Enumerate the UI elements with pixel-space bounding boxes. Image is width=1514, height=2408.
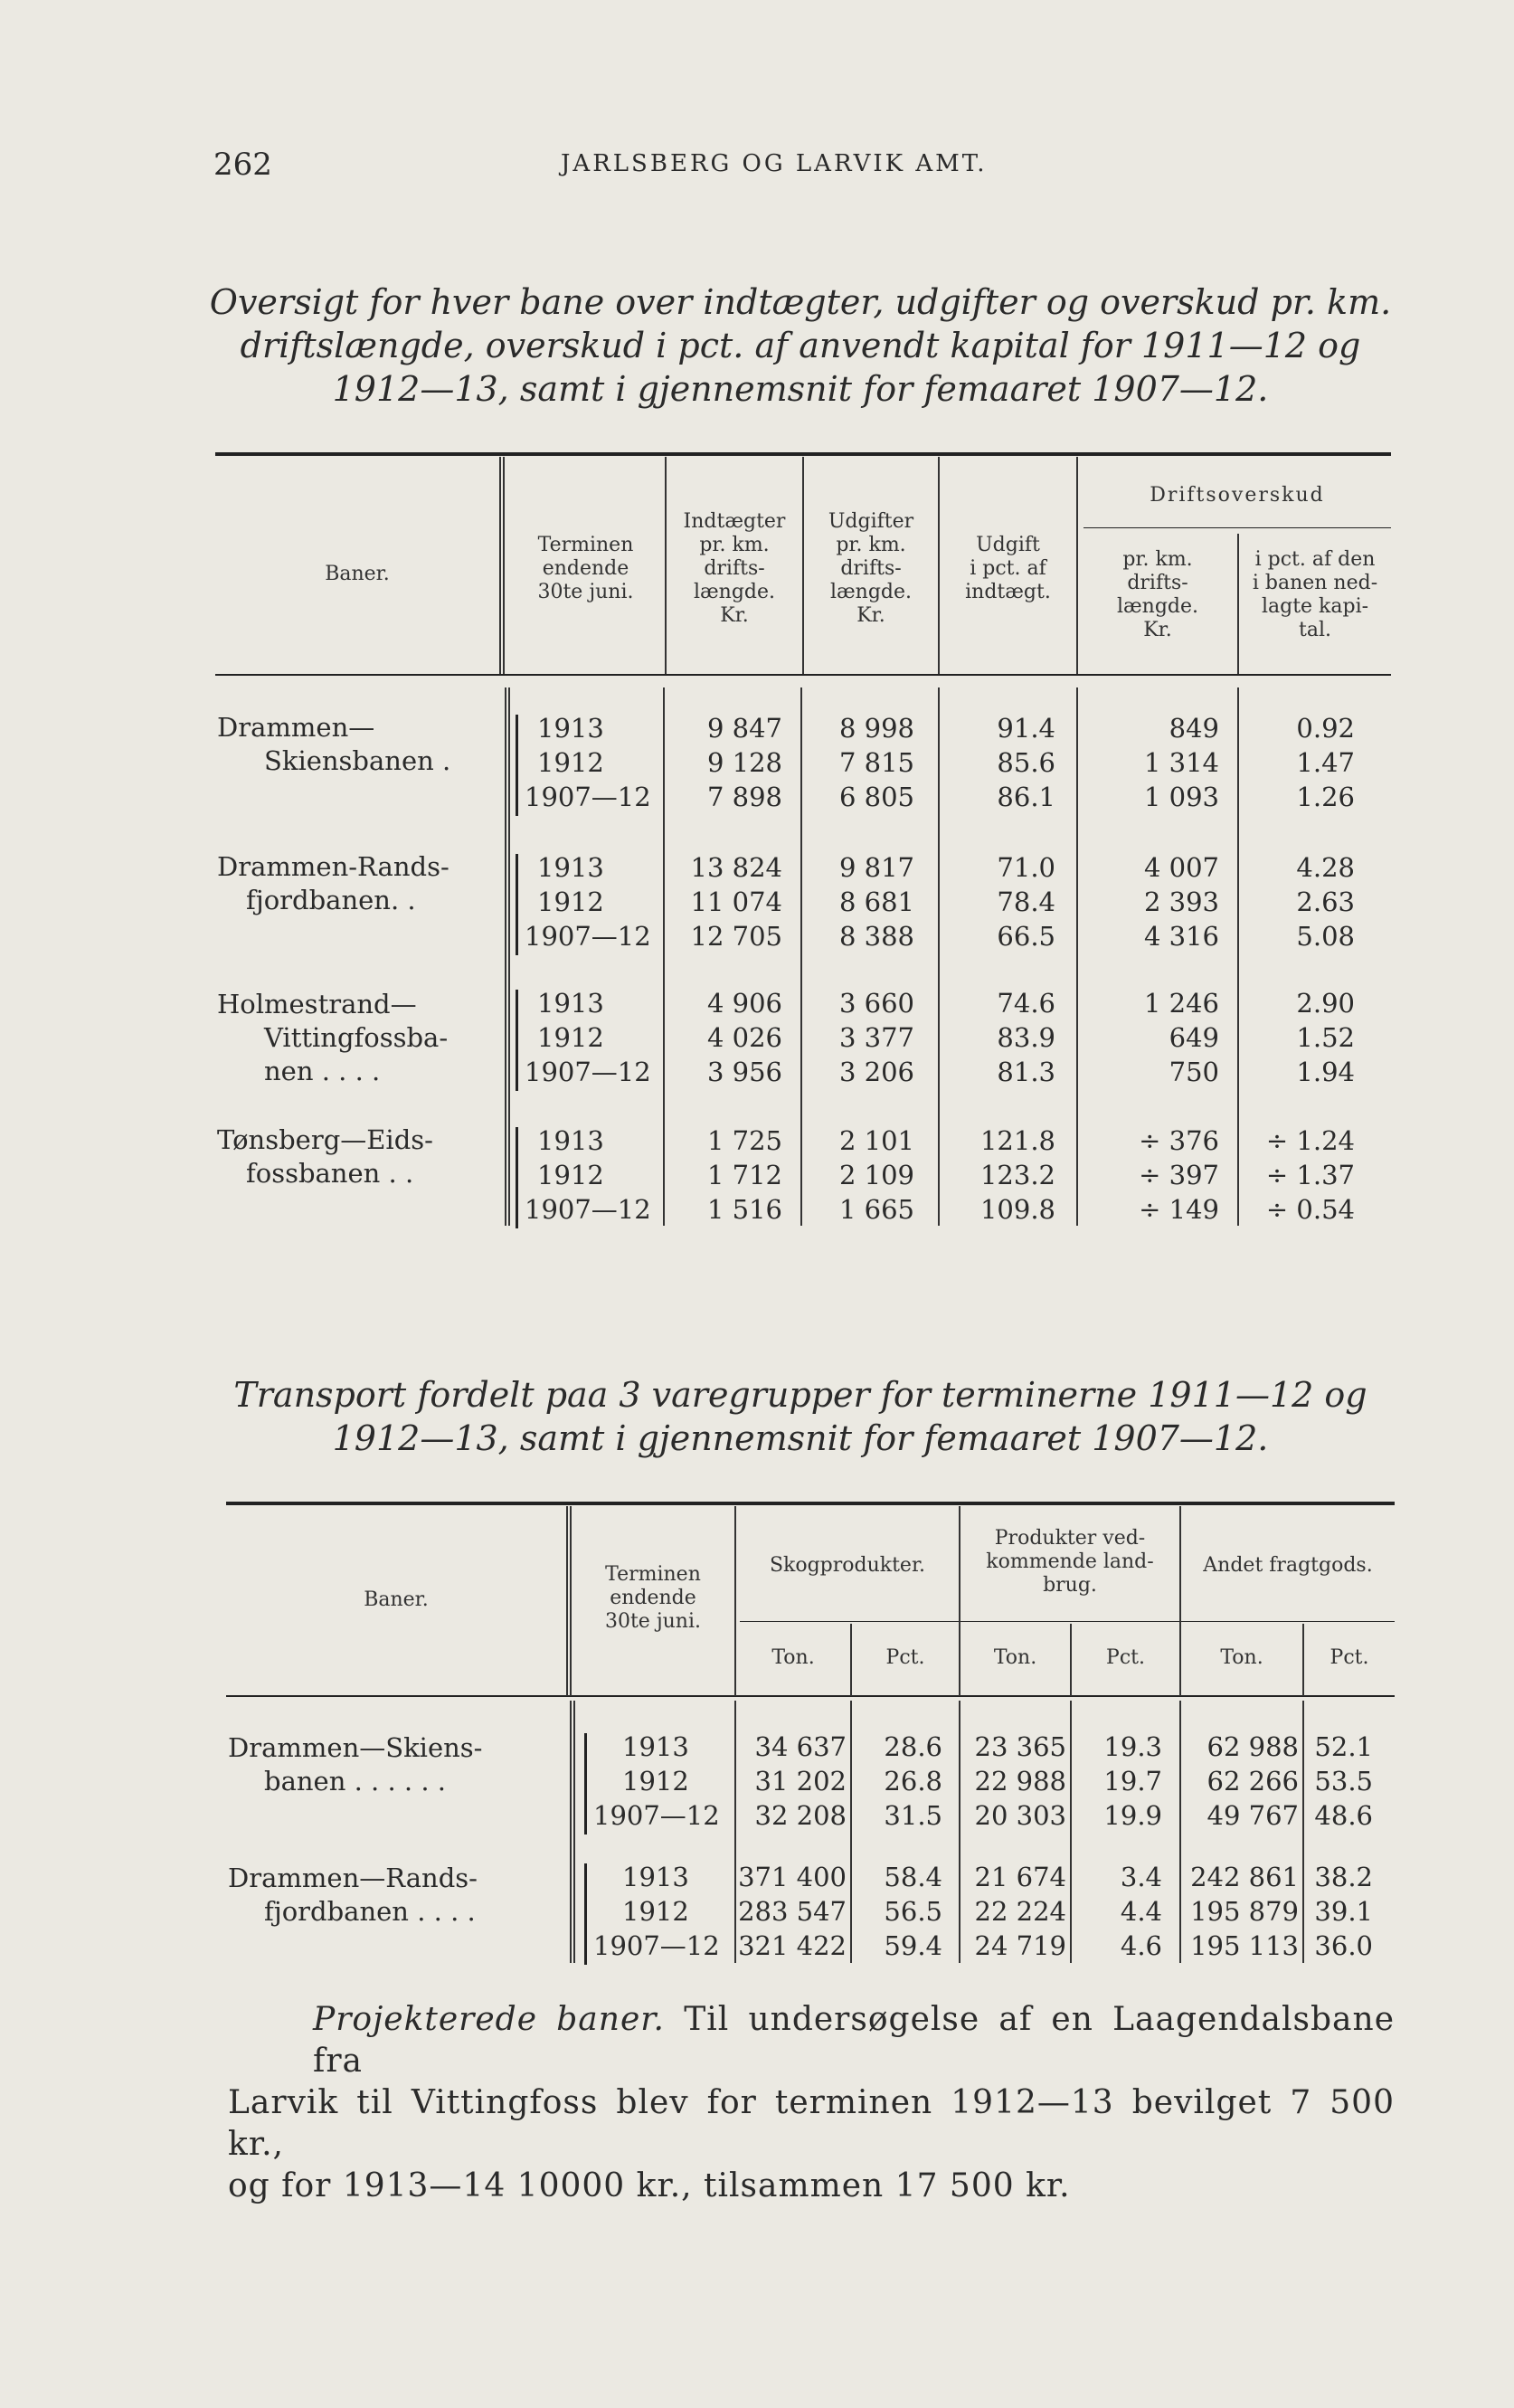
paragraph-line: Larvik til Vittingfoss blev for terminen 1912—13 bevilget 7 500 kr., <box>228 2084 1395 2163</box>
table1-caption-line: Oversigt for hver bane over indtægter, udgifter og overskud pr. km. <box>209 282 1392 322</box>
col-header-overskud-km: pr. km. drifts- længde. Kr. <box>1116 548 1199 641</box>
col-header-skogprodukter: Skogprodukter. <box>769 1554 926 1577</box>
bane-name: Drammen-Rands- fjordbanen. . <box>217 851 449 915</box>
table2-header-rule <box>226 1695 1395 1697</box>
paragraph-line: Projekterede baner. Til undersøgelse af en Laagendalsbane fra <box>313 2001 1395 2080</box>
table1-header-rule <box>215 674 1391 676</box>
table1-top-rule <box>215 452 1391 456</box>
col-header-ton: Ton. <box>1220 1646 1263 1669</box>
table2-caption <box>208 1373 1393 1460</box>
col-header-andet-fragtgods: Andet fragtgods. <box>1203 1554 1373 1577</box>
running-title: JARLSBERG OG LARVIK AMT. <box>561 150 988 177</box>
bane-name: Drammen— Skiensbanen . <box>217 712 451 776</box>
table2-caption-line: 1912—13, samt i gjennemsnit for femaaret 1907—12. <box>332 1418 1269 1458</box>
bane-name: Drammen—Skiens- banen . . . . . . <box>228 1732 483 1797</box>
col-header-terminen: Terminen endende 30te juni. <box>537 534 634 603</box>
col-header-baner: Baner. <box>364 1588 429 1611</box>
table2-divider <box>566 1506 572 1696</box>
bane-name: Drammen—Rands- fjordbanen . . . . <box>228 1863 478 1927</box>
table1-divider <box>505 687 510 1226</box>
col-header-ton: Ton. <box>993 1646 1037 1669</box>
paragraph-line: og for 1913—14 10000 kr., tilsammen 17 500 kr. <box>228 2167 1071 2204</box>
col-header-indtaegter: Indtægter pr. km. drifts- længde. Kr. <box>683 510 786 627</box>
scanned-page: 262 JARLSBERG OG LARVIK AMT. Oversigt for hver bane over indtægter, udgifter og overskud pr. km. driftslængde, overskud i pct. af anvendt kapital for 1911—12 og 1912—13, samt i gjennemsnit for femaaret 1907—12. Baner. Terminen endende 30te juni. Indtægter pr. km. drifts- længde. Kr. Udgifter pr. km. drifts- længde. Kr. Udgift i pct. af indtægt. Driftsoverskud pr. km. drifts- længde. Kr. i pct. af den i banen ned- lagte kapi- tal. Drammen— Skiensbanen . 1913 9 847 8 998 91.4 849 0.92 1912 9 128 7 815 85.6 1 314 1.47 1907—12 7 898 6 805 86.1 1 093 1.26 Drammen-Rands- fjordbanen. . 1913 13 824 9 817 71.0 4 007 4.28 1912 11 074 8 681 78.4 2 393 2.63 1907—12 12 705 8 388 66.5 4 316 5.08 Holmestrand— Vittingfossba- nen . . . . 1913 4 906 3 660 74.6 1 246 2.90 1912 4 026 3 377 83.9 649 1.52 1907—12 3 956 3 206 81.3 750 1.94 Tønsberg—Eids- fossbanen . . 1913 1 725 2 101 121.8 ÷ 376 ÷ 1.24 1912 1 712 2 109 123.2 ÷ 397 ÷ 1.37 1907—12 1 516 1 665 109.8 ÷ 149 ÷ 0.54 Transport fordelt paa 3 varegrupper for terminerne 1911—12 og 1912—13, samt i gjennemsnit for femaaret 1907—12. Baner. Terminen endende 30te juni. Skogprodukter. Produkter ved- kommende land- brug. Andet fragtgods. Ton. Pct. Ton. Pct. Ton. Pct. Drammen—Skiens- banen . . . . . . 1913 34 637 28.6 23 365 19.3 62 988 52.1 1912 31 202 26.8 22 988 19.7 62 266 53.5 1907—12 32 208 31.5 20 303 19.9 49 767 48.6 Drammen—Rands- fjordbanen . . . . 1913 371 400 58.4 21 674 3.4 242 861 38.2 1912 283 547 56.5 22 224 4.4 195 879 39.1 1907—12 321 422 59.4 24 719 4.6 195 113 36.0 Projekterede baner. Til undersøgelse af en Laagendalsbane fra Larvik til Vittingfoss blev for terminen 1912—13 bevilget 7 500 kr., og for 1913—14 10000 kr., tilsammen 17 500 kr. <box>0 0 1514 2408</box>
table1-divider <box>499 457 505 674</box>
table2-divider <box>570 1701 575 1963</box>
table1-caption <box>208 280 1393 411</box>
col-header-pct: Pct. <box>1329 1646 1369 1669</box>
col-header-ton: Ton. <box>771 1646 815 1669</box>
projekterede-baner-paragraph <box>228 1999 1395 2207</box>
col-header-udgift-pct: Udgift i pct. af indtægt. <box>965 534 1051 603</box>
table1-divider <box>663 687 665 1226</box>
table1-divider <box>800 687 802 1226</box>
col-header-overskud-pct: i pct. af den i banen ned- lagte kapi- tal. <box>1252 548 1378 641</box>
col-header-terminen: Terminen endende 30te juni. <box>604 1563 702 1633</box>
col-header-landbrug: Produkter ved- kommende land- brug. <box>986 1527 1154 1597</box>
col-header-driftsoverskud: Driftsoverskud <box>1150 484 1325 507</box>
table1-caption-line: driftslængde, overskud i pct. af anvendt kapital for 1911—12 og <box>240 326 1361 365</box>
table2-caption-line: Transport fordelt paa 3 varegrupper for terminerne 1911—12 og <box>233 1375 1367 1415</box>
table2-top-rule <box>226 1502 1395 1505</box>
table1-driftsoverskud-rule <box>1083 527 1391 528</box>
bane-name: Holmestrand— Vittingfossba- nen . . . . <box>217 989 449 1086</box>
table2-subheader-rule <box>740 1621 1395 1622</box>
bane-name: Tønsberg—Eids- fossbanen . . <box>217 1124 433 1189</box>
page-number: 262 <box>213 147 272 183</box>
paragraph-lead: Projekterede baner. <box>313 2001 665 2038</box>
table1-caption-line: 1912—13, samt i gjennemsnit for femaaret 1907—12. <box>332 369 1269 409</box>
col-header-pct: Pct. <box>1106 1646 1145 1669</box>
col-header-udgifter: Udgifter pr. km. drifts- længde. Kr. <box>828 510 914 627</box>
col-header-pct: Pct. <box>885 1646 925 1669</box>
col-header-baner: Baner. <box>325 563 390 585</box>
